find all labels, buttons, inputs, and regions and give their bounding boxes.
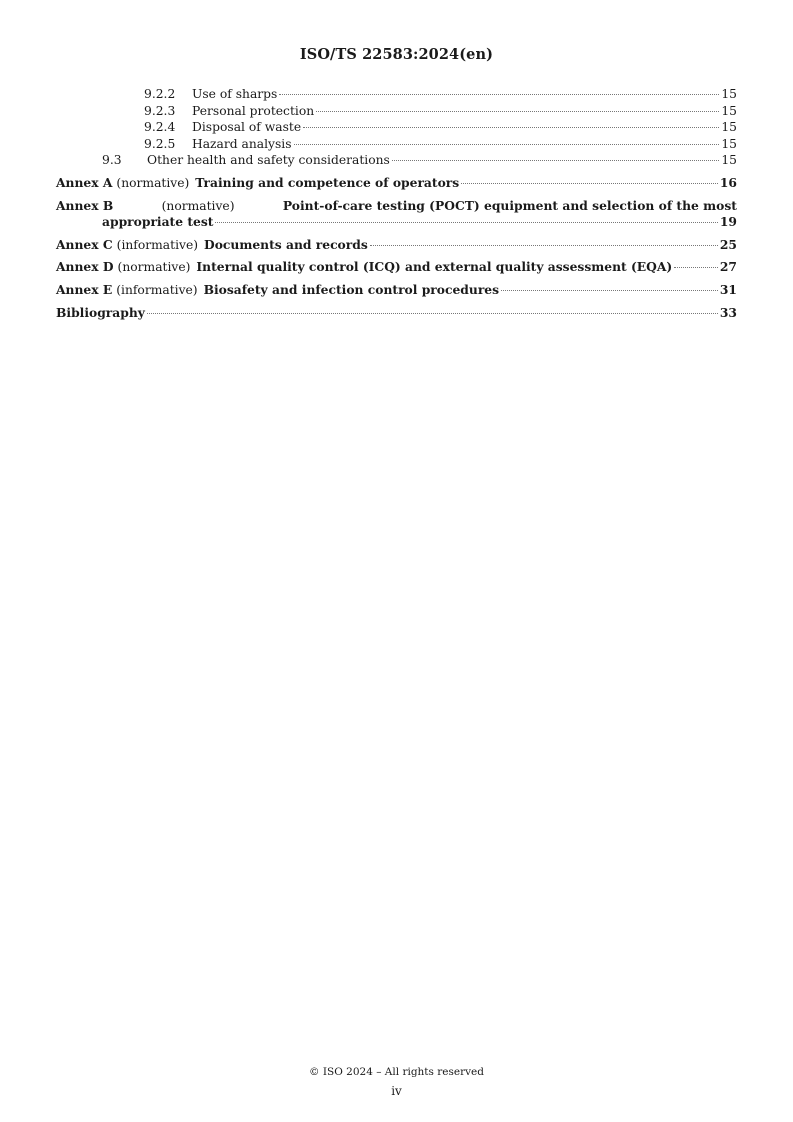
annex-label: Annex E — [56, 281, 113, 297]
table-of-contents — [56, 86, 737, 321]
annex-title: Internal quality control (ICQ) and external quality assessment (EQA) — [196, 259, 673, 275]
dot-leader — [215, 222, 717, 223]
annex-kind: (informative) — [116, 237, 199, 252]
dot-leader — [392, 160, 719, 161]
toc-entry-9-2-4[interactable] — [56, 119, 737, 136]
toc-entry-annex-d[interactable] — [56, 259, 737, 276]
toc-entry-page: 31 — [719, 281, 737, 297]
toc-entry-page: 19 — [719, 214, 737, 230]
annex-label: Annex C — [56, 236, 113, 252]
toc-entry-page: 15 — [721, 103, 737, 118]
toc-entry-title: Use of sharps — [192, 87, 278, 101]
annex-b-first-line — [56, 198, 737, 215]
toc-entry-annex-c[interactable] — [56, 237, 737, 254]
toc-entry-page: 15 — [721, 87, 737, 101]
annex-b-second-line — [56, 214, 737, 231]
annex-title: Documents and records — [204, 236, 368, 252]
toc-entry-page: 15 — [721, 120, 737, 135]
toc-entry-9-2-3[interactable] — [56, 103, 737, 120]
toc-entry-page: 25 — [719, 236, 737, 252]
toc-entry-annex-a[interactable] — [56, 175, 737, 192]
page-number: iv — [391, 1084, 402, 1098]
dot-leader — [294, 144, 719, 145]
document-header: ISO/TS 22583:2024(en) — [299, 46, 494, 63]
toc-entry-title: Other health and safety considerations — [147, 153, 390, 168]
annex-kind: (informative) — [116, 282, 198, 297]
toc-entry-number: 9.3 — [102, 153, 122, 168]
bibliography-title: Bibliography — [56, 304, 145, 320]
toc-entry-9-3[interactable] — [56, 152, 737, 169]
annex-title: Training and competence of operators — [195, 174, 460, 190]
toc-entry-9-2-5[interactable] — [56, 136, 737, 153]
toc-entry-title: Hazard analysis — [192, 136, 292, 151]
toc-entry-number: 9.2.5 — [144, 136, 176, 151]
annex-title-line-2: appropriate test — [102, 214, 214, 230]
toc-entry-9-2-2[interactable] — [56, 86, 737, 103]
dot-leader — [674, 267, 718, 268]
toc-entry-annex-b[interactable] — [56, 198, 737, 231]
toc-entry-number: 9.2.4 — [144, 120, 176, 135]
toc-entry-title: Personal protection — [192, 103, 315, 118]
toc-entry-page: 16 — [719, 174, 737, 190]
copyright-footer: © ISO 2024 – All rights reserved — [309, 1066, 484, 1078]
dot-leader — [147, 313, 718, 314]
annex-kind: (normative) — [116, 175, 190, 190]
dot-leader — [316, 111, 719, 112]
toc-entry-page: 15 — [721, 136, 737, 151]
annex-title: Biosafety and infection control procedures — [203, 281, 500, 297]
dot-leader — [461, 183, 718, 184]
toc-entry-annex-e[interactable] — [56, 282, 737, 299]
annex-kind: (normative) — [117, 260, 191, 275]
annex-label: Annex D — [56, 259, 114, 275]
toc-entry-number: 9.2.2 — [144, 87, 176, 101]
dot-leader — [303, 127, 719, 128]
toc-entry-bibliography[interactable] — [56, 305, 737, 322]
annex-label: Annex A — [56, 174, 113, 190]
annex-kind: (normative) — [161, 198, 235, 213]
toc-entry-number: 9.2.3 — [144, 103, 176, 118]
annex-title-line-1: Point-of-care testing (POCT) equipment and selection of the most — [282, 197, 737, 213]
toc-entry-title: Disposal of waste — [192, 120, 302, 135]
dot-leader — [279, 94, 719, 95]
dot-leader — [370, 245, 718, 246]
toc-entry-page: 33 — [719, 304, 737, 320]
toc-entry-page: 15 — [721, 153, 737, 168]
dot-leader — [501, 290, 718, 291]
annex-label: Annex B — [56, 197, 114, 213]
toc-entry-page: 27 — [719, 259, 737, 275]
